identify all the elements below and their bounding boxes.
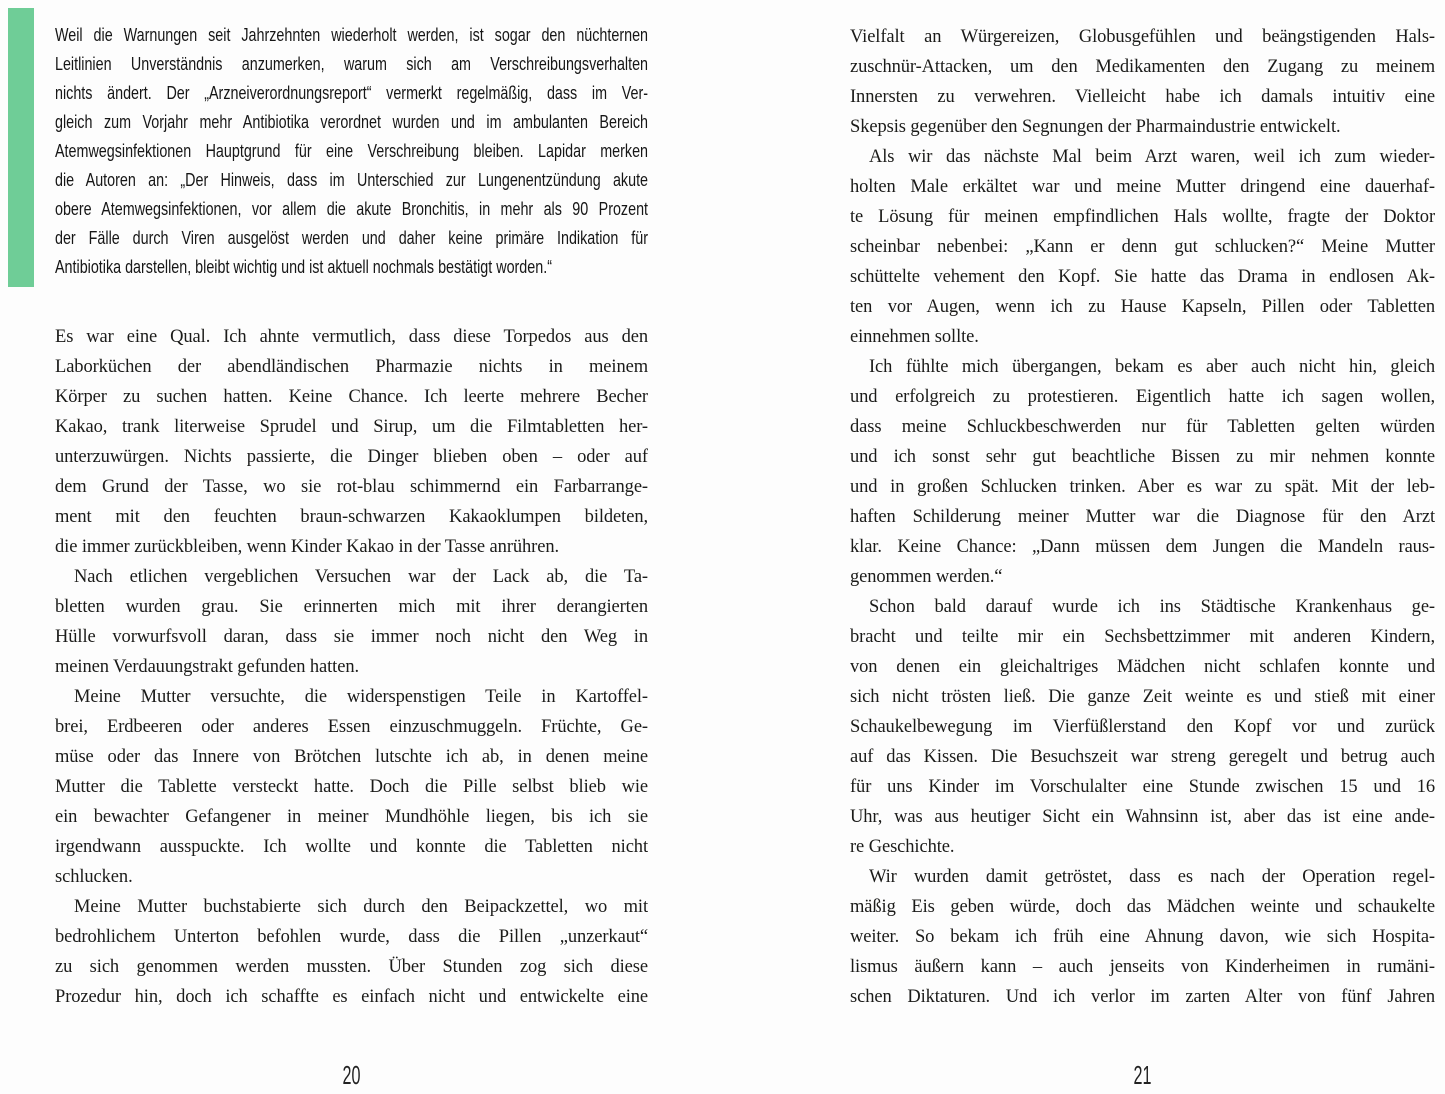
text-line: bedrohlichem Unterton befohlen wurde, dass die Pillen „unzerkaut“: [55, 927, 648, 947]
pull-quote-block: [55, 21, 648, 283]
text-line: sich nicht trösten ließ. Die ganze Zeit weinte es und stieß mit einer: [850, 687, 1435, 707]
text-line: Wir wurden damit getröstet, dass es nach der Operation regel-: [869, 867, 1435, 887]
right-page-body-text: [850, 22, 1435, 1012]
text-line: bletten wurden grau. Sie erinnerten mich mit ihrer derangierten: [55, 597, 648, 617]
text-line: Prozedur hin, doch ich schaffte es einfach nicht und entwickelte eine: [55, 987, 648, 1007]
text-line: holten Male erkältet war und meine Mutter dringend eine dauerhaf-: [850, 177, 1435, 197]
text-line: die immer zurückbleiben, wenn Kinder Kakao in der Tasse anrühren.: [55, 537, 560, 557]
text-line: dass meine Schluckbeschwerden nur für Tabletten gelten würden: [850, 417, 1435, 437]
text-line: Körper zu suchen hatten. Keine Chance. Ich leerte mehrere Becher: [55, 387, 648, 407]
text-line: schlucken.: [55, 867, 133, 887]
paragraph: [55, 562, 648, 682]
text-line: obere Atemwegsinfektionen, vor allem die akute Bronchitis, in mehr als 90 Prozent: [55, 199, 649, 219]
paragraph: [850, 352, 1435, 592]
paragraph: [55, 322, 648, 562]
quote-accent-bar: [8, 8, 34, 287]
text-line: Ich fühlte mich übergangen, bekam es aber auch nicht hin, gleich: [869, 357, 1435, 377]
text-line: Hülle vorwurfsvoll daran, dass sie immer noch nicht den Weg in: [55, 627, 648, 647]
text-line: von denen ein gleichaltriges Mädchen nicht schlafen konnte und: [850, 657, 1435, 677]
paragraph: [850, 22, 1435, 142]
paragraph: [850, 862, 1435, 1012]
text-line: schüttelte vehement den Kopf. Sie hatte das Drama in endlosen Ak-: [850, 267, 1435, 287]
text-line: Kakao, trank literweise Sprudel und Sirup, um die Filmtabletten her-: [55, 417, 648, 437]
text-line: zuschnür-Attacken, um den Medikamenten den Zugang zu meinem: [850, 57, 1435, 77]
text-line: Meine Mutter buchstabierte sich durch den Beipackzettel, wo mit: [74, 897, 648, 917]
text-line: bracht und teilte mir ein Sechsbettzimmer mit anderen Kindern,: [850, 627, 1435, 647]
text-line: Schon bald darauf wurde ich ins Städtische Krankenhaus ge-: [869, 597, 1435, 617]
text-line: scheinbar nebenbei: „Kann er denn gut schlucken?“ Meine Mutter: [850, 237, 1435, 257]
left-page-body-text: [55, 322, 648, 1012]
text-line: unterzuwürgen. Nichts passierte, die Dinger blieben oben – oder auf: [55, 447, 648, 467]
paragraph: [55, 21, 648, 282]
text-line: Innersten zu verwehren. Vielleicht habe ich damals intuitiv eine: [850, 87, 1435, 107]
text-line: zu sich genommen werden mussten. Über Stunden zog sich diese: [55, 957, 648, 977]
page-number-right-digits: 21: [1133, 1060, 1152, 1090]
paragraph: [850, 142, 1435, 352]
text-line: auf das Kissen. Die Besuchszeit war streng geregelt und betrug auch: [850, 747, 1435, 767]
text-line: Skepsis gegenüber den Segnungen der Pharmaindustrie entwickelt.: [850, 117, 1341, 137]
pull-quote-text: [55, 21, 648, 282]
text-line: Es war eine Qual. Ich ahnte vermutlich, dass diese Torpedos aus den: [55, 327, 648, 347]
text-line: einnehmen sollte.: [850, 327, 979, 347]
text-line: re Geschichte.: [850, 837, 955, 857]
text-line: brei, Erdbeeren oder anderes Essen einzuschmuggeln. Früchte, Ge-: [55, 717, 648, 737]
text-line: genommen werden.“: [850, 567, 1003, 587]
text-line: irgendwann ausspuckte. Ich wollte und konnte die Tabletten nicht: [55, 837, 648, 857]
text-line: die Autoren an: „Der Hinweis, dass im Unterschied zur Lungenentzündung akute: [55, 170, 649, 190]
text-line: ten vor Augen, wenn ich zu Hause Kapseln, Pillen oder Tabletten: [850, 297, 1435, 317]
text-line: mäßig Eis geben würde, doch das Mädchen weinte und schaukelte: [850, 897, 1435, 917]
page-number-right: [850, 1062, 1435, 1088]
text-line: Uhr, was aus heutiger Sicht ein Wahnsinn ist, aber das ist eine ande-: [850, 807, 1435, 827]
text-line: Nach etlichen vergeblichen Versuchen war der Lack ab, die Ta-: [74, 567, 648, 587]
text-line: Schaukelbewegung im Vierfüßlerstand den Kopf vor und zurück: [850, 717, 1435, 737]
text-line: und in großen Schlucken trinken. Aber es war zu spät. Mit der leb-: [850, 477, 1435, 497]
text-line: te Lösung für meinen empfindlichen Hals wollte, fragte der Doktor: [850, 207, 1435, 227]
text-line: haften Schilderung meiner Mutter war die Diagnose für den Arzt: [850, 507, 1435, 527]
text-line: Atemwegsinfektionen Hauptgrund für eine Verschreibung bleiben. Lapidar merken: [55, 141, 649, 161]
text-line: weiter. So bekam ich früh eine Ahnung davon, wie sich Hospita-: [850, 927, 1435, 947]
text-line: gleich zum Vorjahr mehr Antibiotika verordnet wurden und im ambulanten Bereich: [55, 112, 649, 132]
text-line: der Fälle durch Viren ausgelöst werden und daher keine primäre Indikation für: [55, 228, 649, 248]
text-line: Antibiotika darstellen, bleibt wichtig und ist aktuell nochmals bestätigt worden.“: [55, 257, 552, 277]
text-line: Laborküchen der abendländischen Pharmazie nichts in meinem: [55, 357, 648, 377]
text-line: Vielfalt an Würgereizen, Globusgefühlen und beängstigenden Hals-: [850, 27, 1435, 47]
text-line: ment mit den feuchten braun-schwarzen Kakaoklumpen bildeten,: [55, 507, 648, 527]
text-line: schen Diktaturen. Und ich verlor im zarten Alter von fünf Jahren: [850, 987, 1435, 1007]
page-number-left-digits: 20: [342, 1060, 361, 1090]
text-line: müse oder das Innere von Brötchen lutschte ich ab, in denen meine: [55, 747, 648, 767]
paragraph: [55, 682, 648, 892]
text-line: ein bewachter Gefangener in meiner Mundhöhle liegen, bis ich sie: [55, 807, 648, 827]
paragraph: [55, 892, 648, 1012]
text-line: Meine Mutter versuchte, die widerspenstigen Teile in Kartoffel-: [74, 687, 648, 707]
text-line: nichts ändert. Der „Arzneiverordnungsreport“ vermerkt regelmäßig, dass im Ver-: [55, 83, 649, 103]
text-line: lismus äußern kann – auch jenseits von Kinderheimen in rumäni-: [850, 957, 1435, 977]
text-line: meinen Verdauungstrakt gefunden hatten.: [55, 657, 359, 677]
text-line: dem Grund der Tasse, wo sie rot-blau schimmernd ein Farbarrange-: [55, 477, 648, 497]
text-line: Weil die Warnungen seit Jahrzehnten wiederholt werden, ist sogar den nüchternen: [55, 25, 649, 45]
text-line: klar. Keine Chance: „Dann müssen dem Jungen die Mandeln raus-: [850, 537, 1435, 557]
text-line: für uns Kinder im Vorschulalter eine Stunde zwischen 15 und 16: [850, 777, 1435, 797]
text-line: Leitlinien Unverständnis anzumerken, warum sich am Verschreibungsverhalten: [55, 54, 649, 74]
page-number-left: [55, 1062, 648, 1088]
text-line: und ich sonst sehr gut beachtliche Bissen zu mir nehmen konnte: [850, 447, 1435, 467]
paragraph: [850, 592, 1435, 862]
text-line: Als wir das nächste Mal beim Arzt waren, weil ich zum wieder-: [869, 147, 1435, 167]
text-line: Mutter die Tablette versteckt hatte. Doch die Pille selbst blieb wie: [55, 777, 648, 797]
text-line: und erfolgreich zu protestieren. Eigentlich hatte ich sagen wollen,: [850, 387, 1435, 407]
